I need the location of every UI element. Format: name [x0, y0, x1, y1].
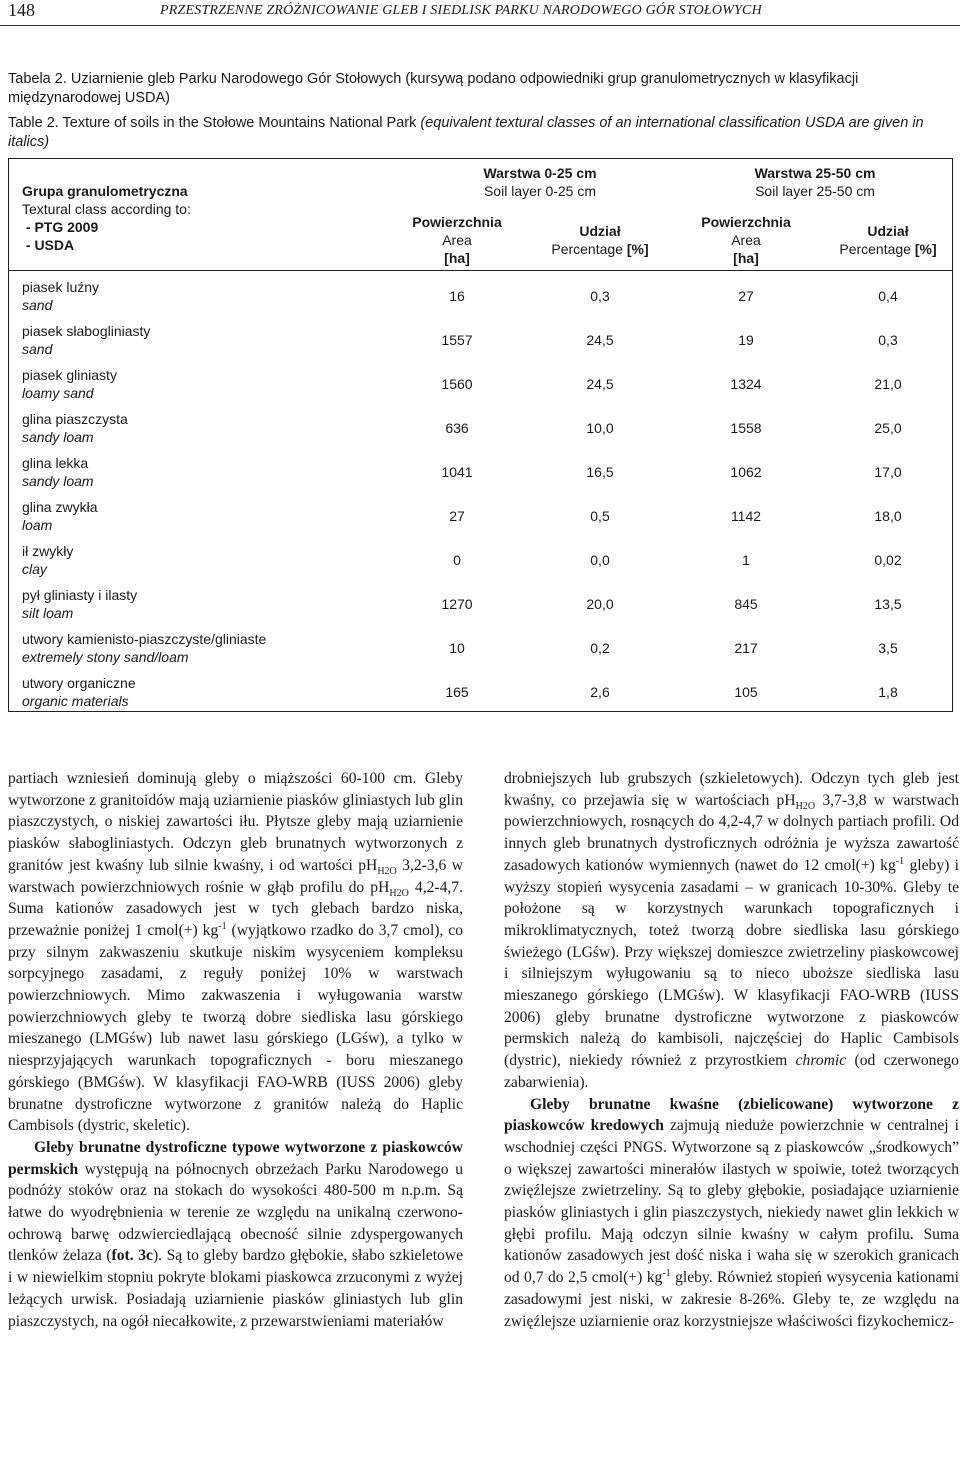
- page-header: [0, 0, 960, 28]
- text-run: występują na północnych obrzeżach Parku Narodowego u podnóży stoków oraz na stokach do wysokości 480-500 m n.p.m. Są łatwe do wyodrębnienia w terenie ze względu na unikalną czerwono-ochrową barwę odzwierciedlającą obecność silnie zdyspergowanych tlenków żelaza (: [8, 1160, 463, 1265]
- table-cell-p1: 0,0: [590, 552, 610, 568]
- table-cell-p2: 0,02: [874, 552, 902, 568]
- table-row-label: [22, 279, 402, 314]
- area2-pl: Powierzchnia: [701, 214, 791, 230]
- area2-en: Area: [731, 232, 761, 248]
- head-layer2: [680, 164, 950, 200]
- text-run: partiach wzniesień dominują gleby o miąższości 60-100 cm. Gleby wytworzone z granitoidów mają uziarnienie piasków gliniastych lub glin piaszczystych, o niskiej zawartości iłu. Płytsze gleby mają uziarnienie piasków słabogliniastych. Odczyn gleb brunatnych wytworzonych z granitów jest kwaśny lub silnie kwaśny, i od wartości pH: [8, 770, 463, 874]
- share2-line: [818, 240, 958, 258]
- table-cell-p2: 1,8: [878, 684, 898, 700]
- text-run: 4,2-4,7. Suma kationów zasadowych jest w tych glebach bardzo niska, przeważnie poniżej 1 cmol(+) kg: [8, 878, 463, 939]
- table-cell-a1: 1560: [441, 376, 473, 392]
- head-line2: Textural class according to:: [22, 201, 191, 217]
- class-name-ptg: glina piaszczysta: [22, 411, 128, 427]
- table-cell-p1: 24,5: [586, 332, 614, 348]
- share2-pl: Udział: [867, 223, 909, 239]
- section-heading-permian: Gleby brunatne dystroficzne typowe wytworzone z piaskowców permskich: [8, 1138, 463, 1178]
- class-name-ptg: ił zwykły: [22, 543, 74, 559]
- subscript-h2o: H2O: [389, 887, 409, 899]
- table-cell-p2: 3,5: [878, 640, 898, 656]
- page-number: 148: [8, 0, 35, 20]
- table-cell-a1: 165: [445, 684, 469, 700]
- table-row-label: [22, 631, 402, 666]
- class-name-usda: sand: [22, 296, 53, 313]
- table-row-label: [22, 323, 402, 358]
- table-caption-polish: Tabela 2. Uziarnienie gleb Parku Narodowego Gór Stołowych (kursywą podano odpowiedniki grup granulometrycznych w klasyfikacji międzynarodowej USDA): [8, 71, 859, 106]
- superscript-minus1: -1: [218, 920, 227, 932]
- table-cell-p2: 25,0: [874, 420, 902, 436]
- class-name-ptg: glina lekka: [22, 455, 89, 471]
- head-area-1: [397, 213, 517, 267]
- table-cell-p1: 2,6: [590, 684, 610, 700]
- body-column-left: [8, 768, 463, 1332]
- table-cell-a2: 27: [738, 288, 754, 304]
- text-run: drobniejszych lub grubszych (szkieletowych). Odczyn tych gleb jest kwaśny, co przejawia się w wartościach pH: [504, 770, 959, 809]
- class-name-usda: sand: [22, 340, 53, 357]
- text-run: (od czerwonego zabarwienia).: [504, 1052, 959, 1091]
- class-name-usda: loamy sand: [22, 384, 94, 401]
- text-run: gleby. Również stopień wysycenia kationami zasadowymi jest niski, w zakresie 8-26%. Gleby te, ze względu na zwięźlejsze uziarnienie oraz korzystniejsze właściwości fizykochemicz-: [504, 1269, 959, 1330]
- head-title: Grupa granulometryczna: [22, 183, 188, 199]
- head-layer1: [400, 164, 680, 200]
- class-name-usda: extremely stony sand/loam: [22, 648, 189, 665]
- area1-unit: [ha]: [444, 250, 470, 266]
- class-name-ptg: utwory organiczne: [22, 675, 136, 691]
- head-share-1: [530, 222, 670, 258]
- class-name-ptg: glina zwykła: [22, 499, 98, 515]
- section-heading-cretaceous: Gleby brunatne kwaśne (zbielicowane) wytworzone z piaskowców kredowych: [504, 1095, 959, 1135]
- table-cell-p2: 0,4: [878, 288, 898, 304]
- table-cell-a2: 217: [734, 640, 758, 656]
- class-name-ptg: piasek luźny: [22, 279, 100, 295]
- superscript-minus1: -1: [895, 855, 905, 867]
- head-line3: - PTG 2009: [22, 219, 99, 235]
- text-run: gleby) i wyższy stopień wysycenia zasadami – w granicach 10-30%. Gleby te położone są w korzystnych warunkach topograficznych i mikroklimatycznych, toteż tworzą dobre siedliska lasu górskiego świeżego (LGśw). Przy większej domieszce zwietrzeliny piaskowcowej i silniejszym wyługowaniu są to nieco uboższe siedliska lasu mieszanego górskiego (LMGśw). W klasyfikacji FAO-WRB (IUSS 2006) gleby brunatne dystroficzne wytworzone z piaskowców permskich należą do kambisoli, najczęściej do Haplic Cambisols (dystric), niekiedy również z przyrostkiem: [504, 856, 959, 1070]
- table-cell-p1: 0,5: [590, 508, 610, 524]
- right-paragraph-2: [504, 1094, 959, 1333]
- subscript-h2o: H2O: [795, 800, 816, 812]
- table-cell-a1: 0: [453, 552, 461, 568]
- class-name-usda: organic materials: [22, 692, 129, 709]
- table-row-label: [22, 411, 402, 446]
- table-cell-p1: 20,0: [586, 596, 614, 612]
- share1-line: [530, 240, 670, 258]
- table-cell-a2: 1558: [730, 420, 762, 436]
- head-area-2: [686, 213, 806, 267]
- caption-en-italic: (equivalent textural classes of an international classification USDA are given in italics): [8, 115, 924, 150]
- area1-en: Area: [442, 232, 472, 248]
- table-cell-p1: 16,5: [586, 464, 614, 480]
- table-cell-a2: 1: [742, 552, 750, 568]
- area2-unit: [ha]: [733, 250, 759, 266]
- table-row-label: [22, 455, 402, 490]
- class-name-ptg: pył gliniasty i ilasty: [22, 587, 138, 603]
- class-name-ptg: utwory kamienisto-piaszczyste/gliniaste: [22, 631, 267, 647]
- left-paragraph-1: [8, 768, 463, 1137]
- area1-pl: Powierzchnia: [412, 214, 502, 230]
- table-row-label: [22, 367, 402, 402]
- superscript-minus1: -1: [662, 1267, 671, 1279]
- table-cell-a1: 1041: [441, 464, 473, 480]
- table-cell-p2: 0,3: [878, 332, 898, 348]
- text-run: (wyjątkowo rzadko do 3,7 cmol), co przy silnym zakwaszeniu skutkuje niskim wysyceniem kompleksu sorpcyjnego zasadami, z reguły poniżej 10% w warstwach powierzchniowych. Mimo zakwaszenia i wyługowania warstw powierzchniowych gleby te tworzą dobre siedliska lasu górskiego mieszanego (LMGśw) lub nawet lasu górskiego (LGśw), a tylko w niesprzyjających warunkach topograficznych - boru mieszanego górskiego (BMGśw). W klasyfikacji FAO-WRB (IUSS 2006) gleby brunatne dystroficzne wytworzone z granitów należą do Haplic Cambisols (dystric, skeletic).: [8, 921, 463, 1135]
- share1-pl: Udział: [579, 223, 621, 239]
- caption-en-text: Table 2. Texture of soils in the Stołowe Mountains National Park: [8, 115, 421, 131]
- share1-unit: [%]: [626, 241, 649, 257]
- table-head-textural-class: [22, 182, 382, 254]
- share2-unit: [%]: [914, 241, 937, 257]
- table-cell-a2: 1142: [730, 508, 762, 524]
- head-share-2: [818, 222, 958, 258]
- class-name-usda: clay: [22, 560, 47, 577]
- header-rule: [0, 25, 960, 26]
- table-cell-a1: 27: [449, 508, 465, 524]
- text-run: 3,7-3,8 w warstwach powierzchniowych, rosnących do 4,2-4,7 w dolnych partiach profili. Od innych gleb brunatnych dystroficznych odróżnia je wyższa zawartość zasadowych kationów wymiennych (nawet do 12 cmol(+) kg: [504, 791, 959, 874]
- photo-reference: fot. 3c: [111, 1247, 153, 1265]
- table-cell-a1: 1270: [441, 596, 473, 612]
- text-run: zajmują nieduże powierzchnie w centralnej i wschodniej części PNGS. Wytworzone są z piaskowców „środkowych” o większej zawartości minerałów ilastych w spoiwie, toteż tworzących zwięźlejsze zwietrzeliny. Są to gleby głębokie, posiadające uziarnienie piasków gliniastych i glin piaszczystych, niekiedy nawet glin lekkich w głębi profilu. Mają odczyn silnie kwaśny w całym profilu. Suma kationów zasadowych jest dość niska i waha się w szerokich granicach od 0,7 do 2,5 cmol(+) kg: [504, 1117, 959, 1287]
- text-run: ). Są to gleby bardzo głębokie, słabo szkieletowe i w niewielkim stopniu pokryte blokami piaskowca zrzuconymi z wyżej leżących urwisk. Posiadają uziarnienie piasków gliniastych lub glin piaszczystych, na ogół niecałkowite, z przewarstwieniami materiałów: [8, 1247, 464, 1330]
- body-column-right: [504, 768, 959, 1332]
- table-row-label: [22, 587, 402, 622]
- head-line4: - USDA: [22, 237, 75, 253]
- class-name-usda: sandy loam: [22, 472, 94, 489]
- table-cell-a2: 845: [734, 596, 758, 612]
- class-name-ptg: piasek słabogliniasty: [22, 323, 151, 339]
- table-cell-a1: 16: [449, 288, 465, 304]
- table-cell-p1: 0,3: [590, 288, 610, 304]
- running-title: PRZESTRZENNE ZRÓŻNICOWANIE GLEB I SIEDLISK PARKU NARODOWEGO GÓR STOŁOWYCH: [160, 3, 762, 18]
- table-cell-a2: 1062: [730, 464, 762, 480]
- layer1-en: Soil layer 0-25 cm: [483, 183, 597, 199]
- table-cell-p2: 17,0: [874, 464, 902, 480]
- table-cell-p2: 13,5: [874, 596, 902, 612]
- table-row-label: [22, 543, 402, 578]
- subscript-h2o: H2O: [377, 865, 397, 877]
- class-name-ptg: piasek gliniasty: [22, 367, 117, 383]
- italic-chromic: chromic: [795, 1052, 847, 1070]
- left-paragraph-2: [8, 1137, 463, 1332]
- table-cell-p1: 10,0: [586, 420, 614, 436]
- right-paragraph-1: [504, 768, 959, 1094]
- table-cell-a1: 1557: [441, 332, 473, 348]
- table-cell-a2: 19: [738, 332, 754, 348]
- table-cell-p1: 24,5: [586, 376, 614, 392]
- class-name-usda: sandy loam: [22, 428, 94, 445]
- layer1-pl: Warstwa 0-25 cm: [483, 165, 597, 181]
- table-cell-p1: 0,2: [590, 640, 610, 656]
- share2-en: Percentage: [839, 241, 915, 257]
- table-cell-a1: 636: [445, 420, 469, 436]
- share1-en: Percentage: [551, 241, 627, 257]
- table-header-rule: [8, 270, 953, 271]
- table-cell-p2: 18,0: [874, 508, 902, 524]
- table-cell-a2: 105: [734, 684, 758, 700]
- table-caption-english: [8, 114, 953, 152]
- table-cell-a2: 1324: [730, 376, 762, 392]
- layer2-pl: Warstwa 25-50 cm: [754, 165, 876, 181]
- table-row-label: [22, 675, 402, 710]
- text-run: 3,2-3,6 w warstwach powierzchniowych rośnie w głąb profilu do pH: [8, 856, 463, 896]
- table-cell-p2: 21,0: [874, 376, 902, 392]
- table-row-label: [22, 499, 402, 534]
- class-name-usda: silt loam: [22, 604, 74, 621]
- table-cell-a1: 10: [449, 640, 465, 656]
- class-name-usda: loam: [22, 516, 53, 533]
- layer2-en: Soil layer 25-50 cm: [755, 183, 875, 199]
